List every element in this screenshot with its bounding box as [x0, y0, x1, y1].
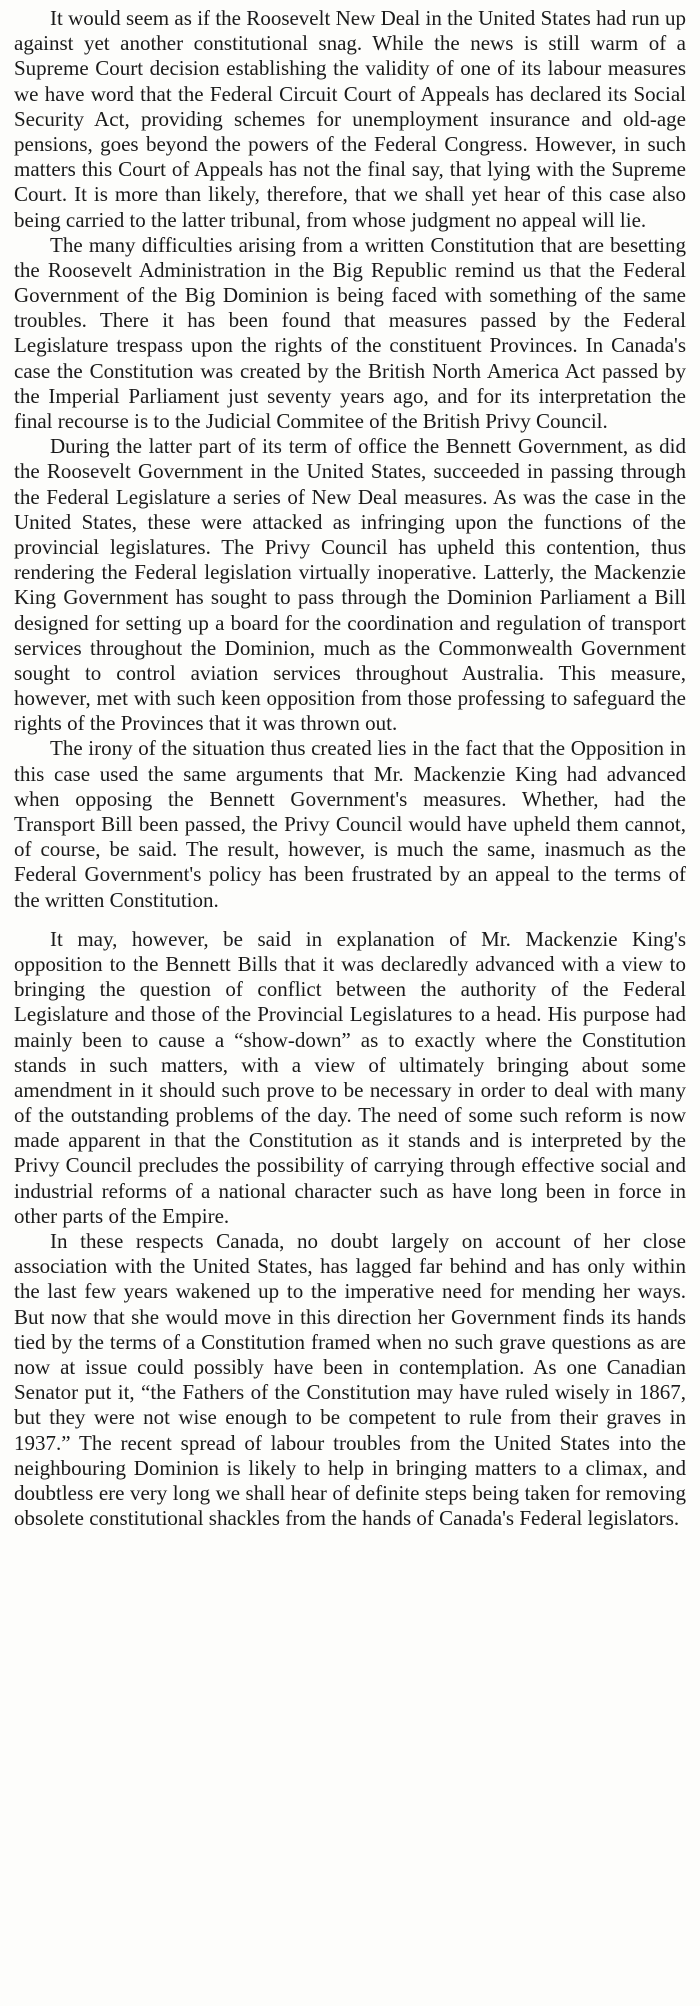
paragraph-mackenzie-king-opposition: It may, however, be said in explanation of Mr. Mackenzie King's opposition to the Bennett Bills that it was declaredly advanced with a view to bringing the question of conflict between the authority of the Federal Legislature and those of the Provincial Legislatures to a head. His purpose had mainly been to cause a “show-down” as to exactly where the Constitution stands in such matters, with a view of ultimately bringing about some amendment in it should such prove to be necessary in order to deal with many of the outstanding problems of the day. The need of some such reform is now made apparent in that the Constitution as it stands and is interpreted by the Privy Council precludes the possibility of carrying through effective social and industrial reforms of a national character such as have long been in force in other parts of the Empire. [14, 926, 686, 1228]
paragraph-bennett-government: During the latter part of its term of office the Bennett Government, as did the Roosevelt Government in the United States, succeeded in passing through the Federal Legislature a series of New Deal measures. As was the case in the United States, these were attacked as infringing upon the functions of the provincial legislatures. The Privy Council has upheld this contention, thus rendering the Federal legislation virtually inoperative. Latterly, the Mackenzie King Government has sought to pass through the Dominion Parliament a Bill designed for setting up a board for the coordination and regulation of transport services throughout the Dominion, much as the Commonwealth Government sought to control aviation services throughout Australia. This measure, however, met with such keen opposition from those professing to safeguard the rights of the Provinces that it was thrown out. [14, 434, 686, 736]
paragraph-canada-lagged: In these respects Canada, no doubt largely on account of her close association with the United States, has lagged far behind and has only within the last few years wakened up to the imperative need for mending her ways. But now that she would move in this direction her Government finds its hands tied by the terms of a Constitution framed when no such grave questions as are now at issue could possibly have been in contemplation. As one Canadian Senator put it, “the Fathers of the Constitution may have ruled wisely in 1867, but they were not wise enough to be competent to rule from their graves in 1937.” The recent spread of labour troubles from the United States into the neighbouring Dominion is likely to help in bringing matters to a climax, and doubtless ere very long we shall hear of definite steps being taken for removing obsolete constitutional shackles from the hands of Canada's Federal legislators. [14, 1229, 686, 1531]
article-column [14, 6, 686, 1531]
paragraph-new-deal-snag: It would seem as if the Roosevelt New Deal in the United States had run up against yet another constitutional snag. While the news is still warm of a Supreme Court decision establishing the validity of one of its labour measures we have word that the Federal Circuit Court of Appeals has declared its Social Security Act, providing schemes for unemployment insurance and old-age pensions, goes beyond the powers of the Federal Congress. However, in such matters this Court of Appeals has not the final say, that lying with the Supreme Court. It is more than likely, therefore, that we shall yet hear of this case also being carried to the latter tribunal, from whose judgment no appeal will lie. [14, 6, 686, 232]
paragraph-written-constitution: The many difficulties arising from a written Constitution that are besetting the Roosevelt Administration in the Big Republic remind us that the Federal Government of the Big Dominion is being faced with something of the same troubles. There it has been found that measures passed by the Federal Legislature trespass upon the rights of the constituent Provinces. In Canada's case the Constitution was created by the British North America Act passed by the Imperial Parliament just seventy years ago, and for its interpretation the final recourse is to the Judicial Commitee of the British Privy Council. [14, 232, 686, 433]
paragraph-irony-of-situation: The irony of the situation thus created lies in the fact that the Opposition in this case used the same arguments that Mr. Mackenzie King had advanced when opposing the Bennett Government's measures. Whether, had the Transport Bill been passed, the Privy Council would have upheld them cannot, of course, be said. The result, however, is much the same, inasmuch as the Federal Government's policy has been frustrated by an appeal to the terms of the written Constitution. [14, 736, 686, 912]
